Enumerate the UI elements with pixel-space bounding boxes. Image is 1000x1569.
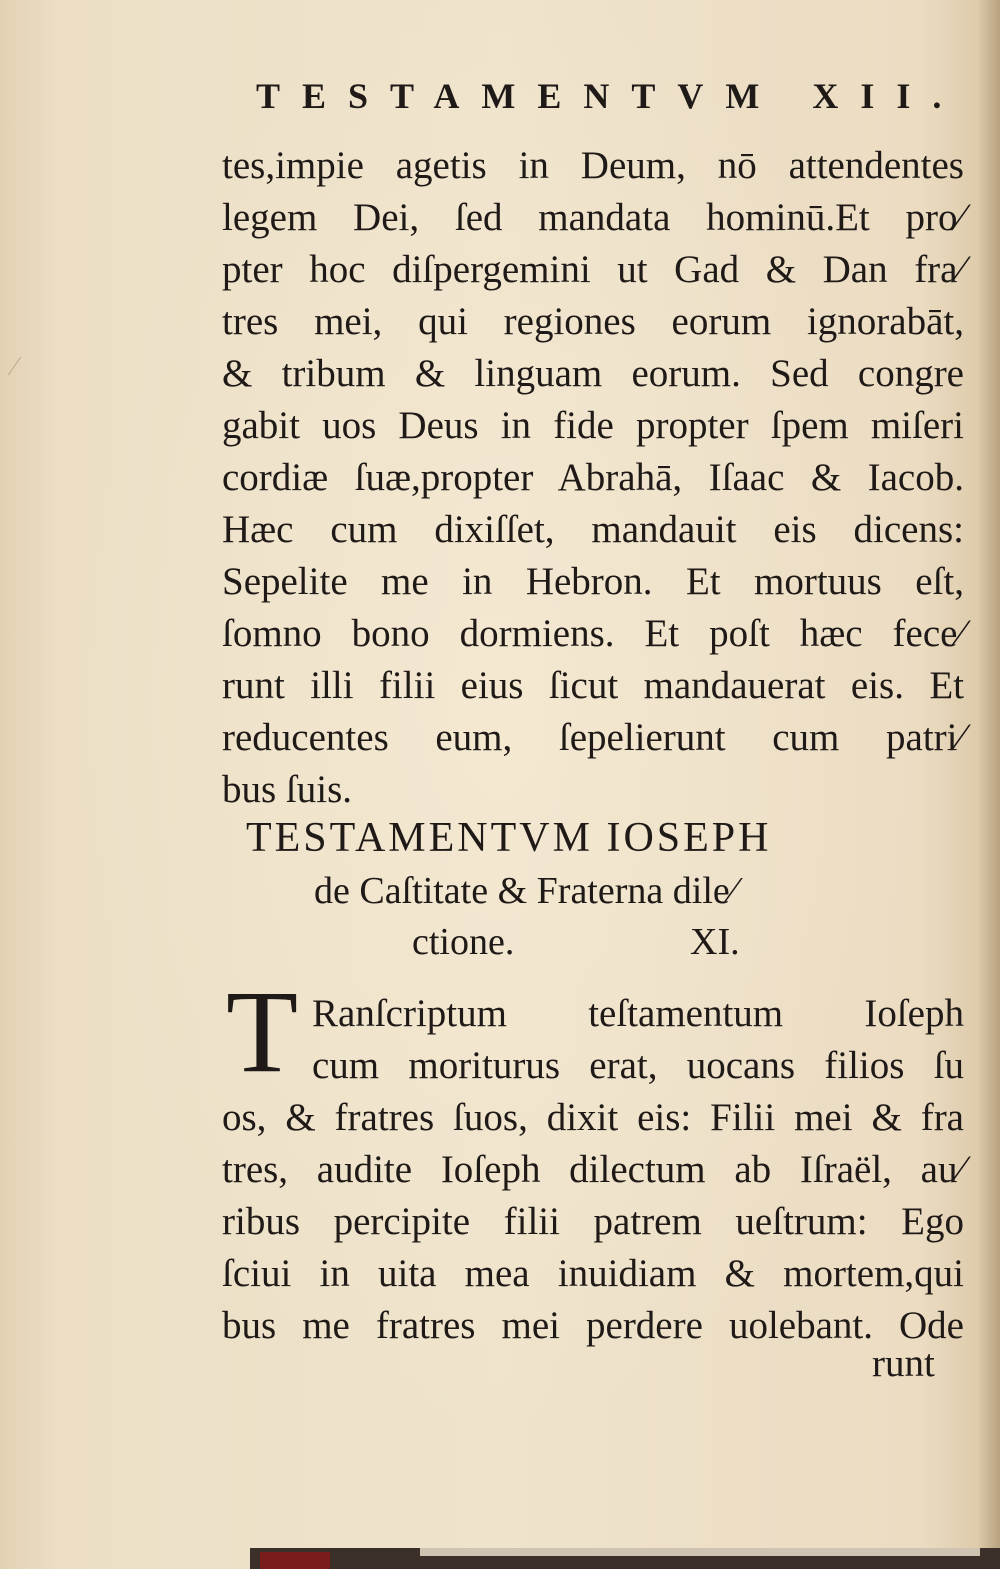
text-line: bus me fratres mei perdere uolebant. Ode: [222, 1304, 964, 1347]
text-line: ſciui in uita mea inuidiam & mortem,qui: [222, 1252, 964, 1295]
section-subtitle-continued: [412, 917, 832, 967]
section-title: TESTAMENTVM IOSEPH: [246, 815, 772, 861]
text-line: bus ſuis.: [222, 768, 353, 811]
drop-capital: T: [225, 966, 299, 1097]
text-line: & tribum & linguam eorum. Sed congre: [222, 352, 964, 395]
text-line: Hæc cum dixiſſet, mandauit eis dicens:: [222, 508, 964, 551]
next-page-edge-mark: [260, 1552, 330, 1569]
margin-mark: [8, 357, 21, 376]
text-line: reducentes eum, ſepelierunt cum patri⁄: [222, 716, 964, 759]
next-page-edge: [250, 1548, 1000, 1569]
text-line: Ranſcriptum teſtamentum Ioſeph: [312, 992, 964, 1035]
next-page-edge-light: [420, 1548, 980, 1556]
running-header: TESTAMENTVM XII.: [256, 76, 964, 116]
text-line: tes,impie agetis in Deum, nō attendentes: [222, 144, 964, 187]
text-line: Sepelite me in Hebron. Et mortuus eſt,: [222, 560, 964, 603]
text-line: legem Dei, ſed mandata hominū.Et pro⁄: [222, 196, 964, 239]
section-subtitle-end: ctione.: [412, 921, 515, 963]
text-line: ribus percipite filii patrem ueſtrum: Ego: [222, 1200, 964, 1243]
text-line: cum moriturus erat, uocans filios ſu: [312, 1044, 964, 1087]
text-line: cordiæ ſuæ,propter Abrahā, Iſaac & Iacob.: [222, 456, 964, 499]
section-subtitle: de Caſtitate & Fraterna dile⁄: [314, 870, 737, 912]
text-line: pter hoc diſpergemini ut Gad & Dan fra⁄: [222, 248, 964, 291]
text-line: os, & fratres ſuos, dixit eis: Filii mei & fra: [222, 1096, 964, 1139]
text-line: ſomno bono dormiens. Et poſt hæc fece⁄: [222, 612, 964, 655]
text-line: tres mei, qui regiones eorum ignorabāt,: [222, 300, 964, 343]
page-edge-shadow: [978, 0, 1000, 1569]
text-line: tres, audite Ioſeph dilectum ab Iſraël, au⁄: [222, 1148, 964, 1191]
text-line: gabit uos Deus in fide propter ſpem miſeri: [222, 404, 964, 447]
section-number: XI.: [690, 921, 740, 963]
text-line: runt illi filii eius ſicut mandauerat eis. Et: [222, 664, 964, 707]
catchword: runt: [872, 1342, 935, 1385]
